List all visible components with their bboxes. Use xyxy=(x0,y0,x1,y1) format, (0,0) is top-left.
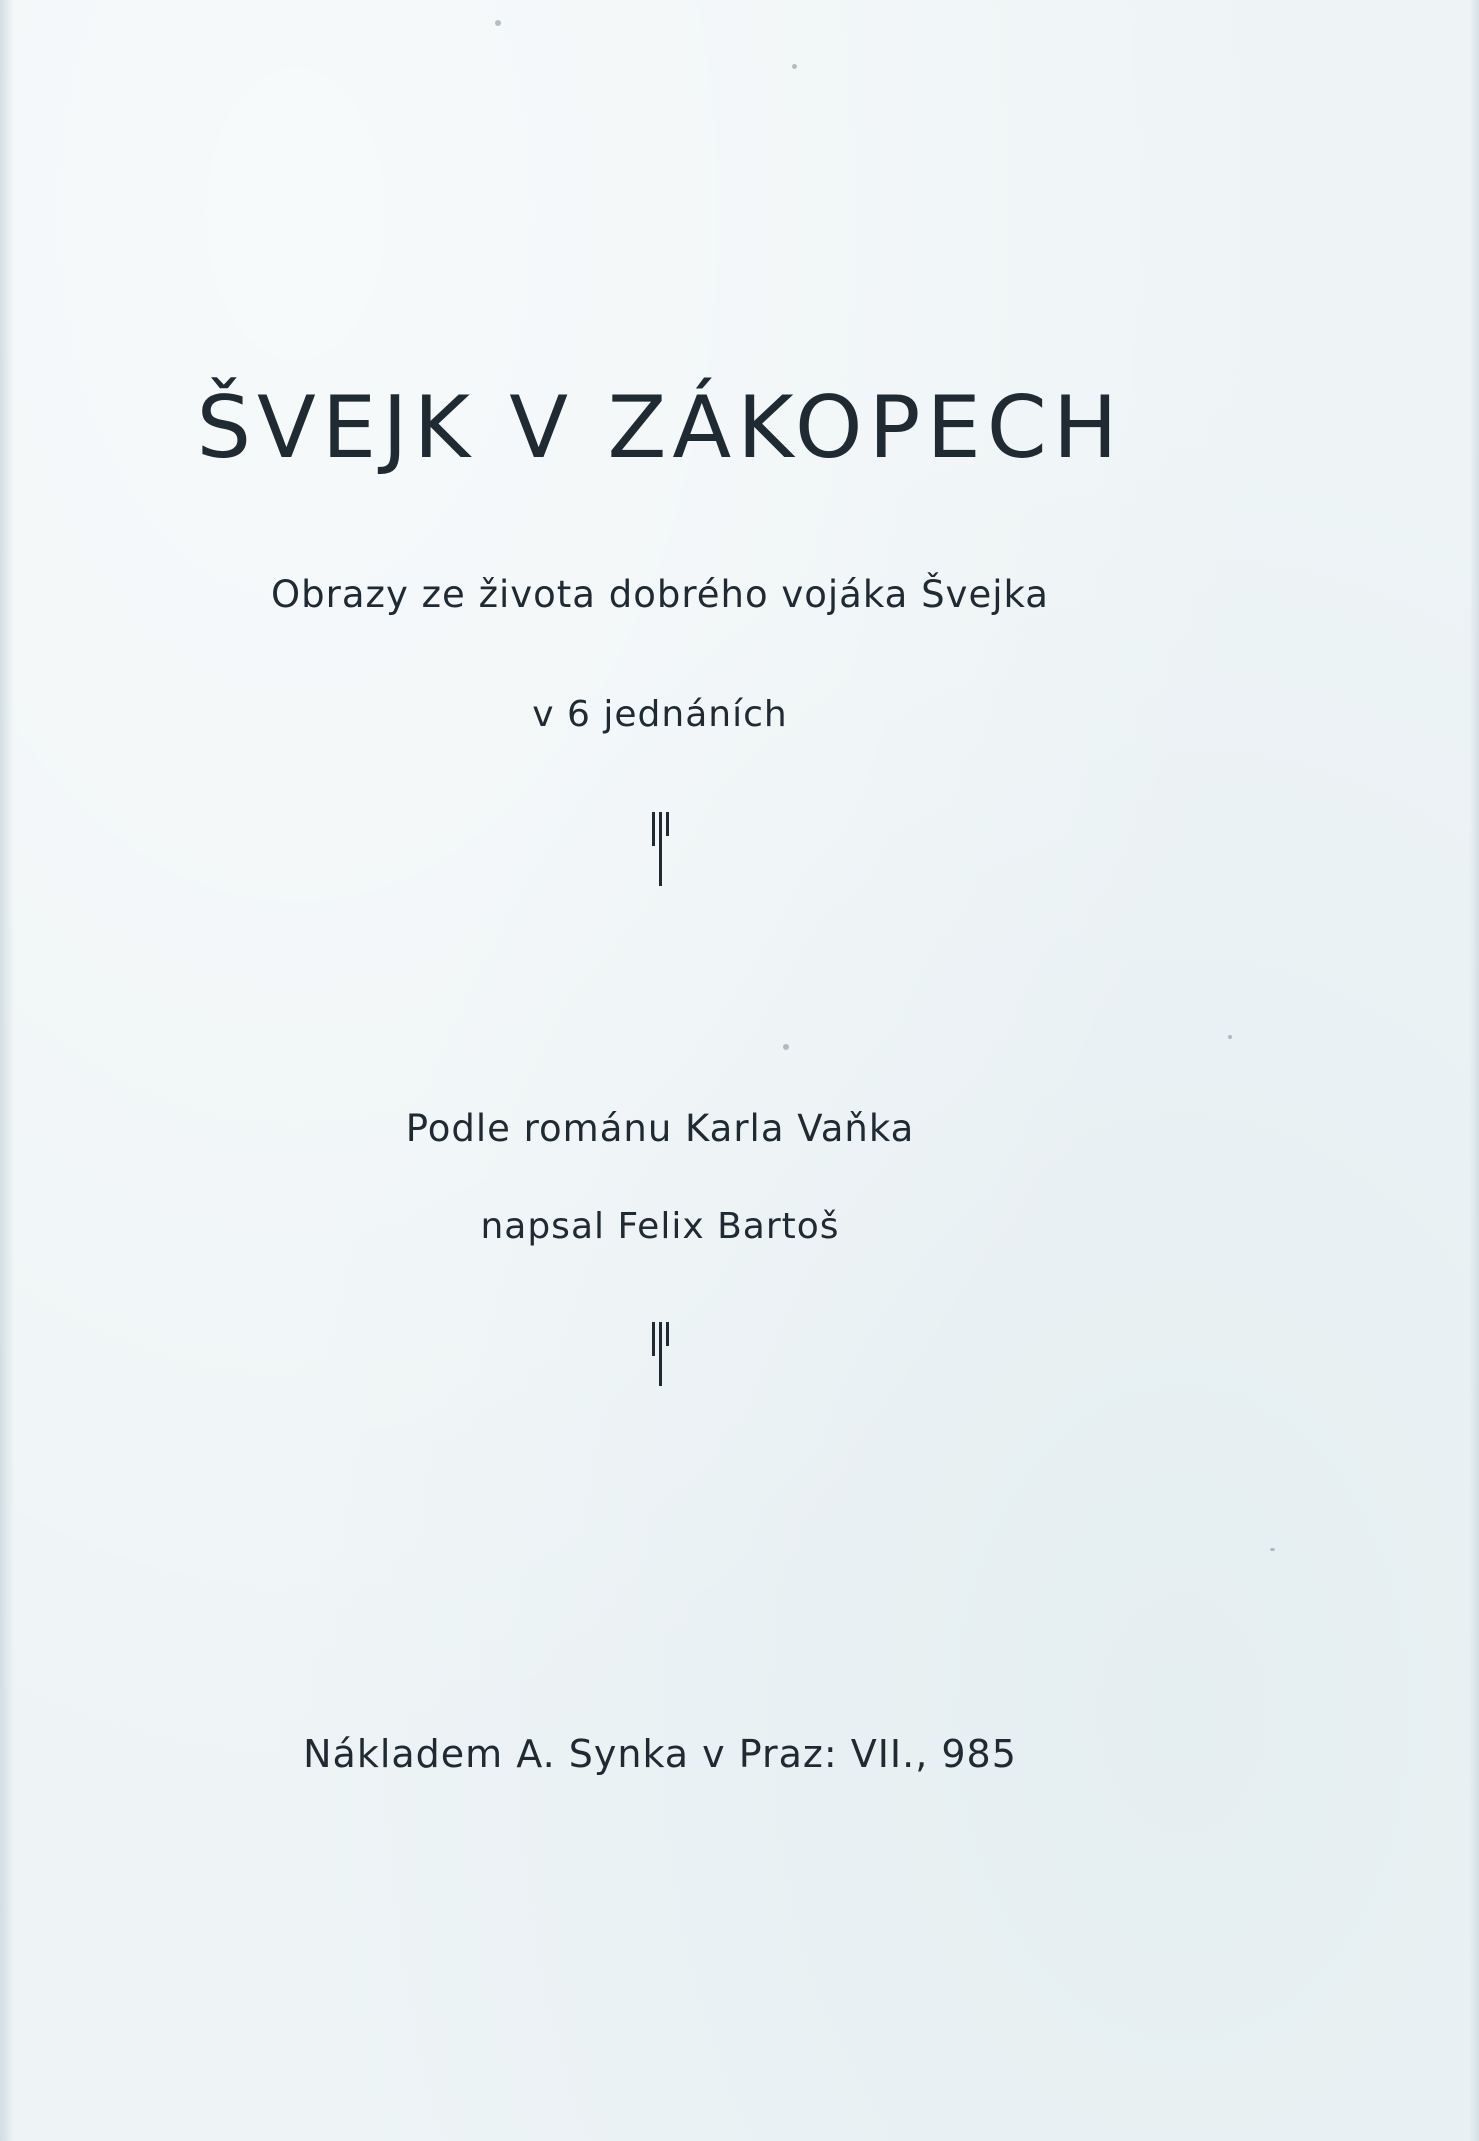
page-edge-left xyxy=(0,0,14,2141)
paper-speck xyxy=(792,64,797,69)
book-subtitle: Obrazy ze života dobrého vojáka Švejka xyxy=(271,573,1049,616)
acts-count: v 6 jednáních xyxy=(532,694,788,735)
vertical-rule-ornament-icon xyxy=(640,810,680,890)
source-novel-credit: Podle románu Karla Vaňka xyxy=(405,1107,915,1150)
book-title: ŠVEJK V ZÁKOPECH xyxy=(196,378,1124,478)
publisher-imprint: Nákladem A. Synka v Praz: VII., 985 xyxy=(303,1732,1017,1776)
paper-speck xyxy=(783,1044,789,1050)
author-credit: napsal Felix Bartoš xyxy=(480,1206,840,1247)
paper-speck xyxy=(1270,1548,1275,1551)
vertical-rule-ornament-icon xyxy=(640,1320,680,1400)
paper-speck xyxy=(1228,1035,1232,1039)
page-edge-right xyxy=(1469,0,1479,2141)
paper-speck xyxy=(495,20,501,26)
